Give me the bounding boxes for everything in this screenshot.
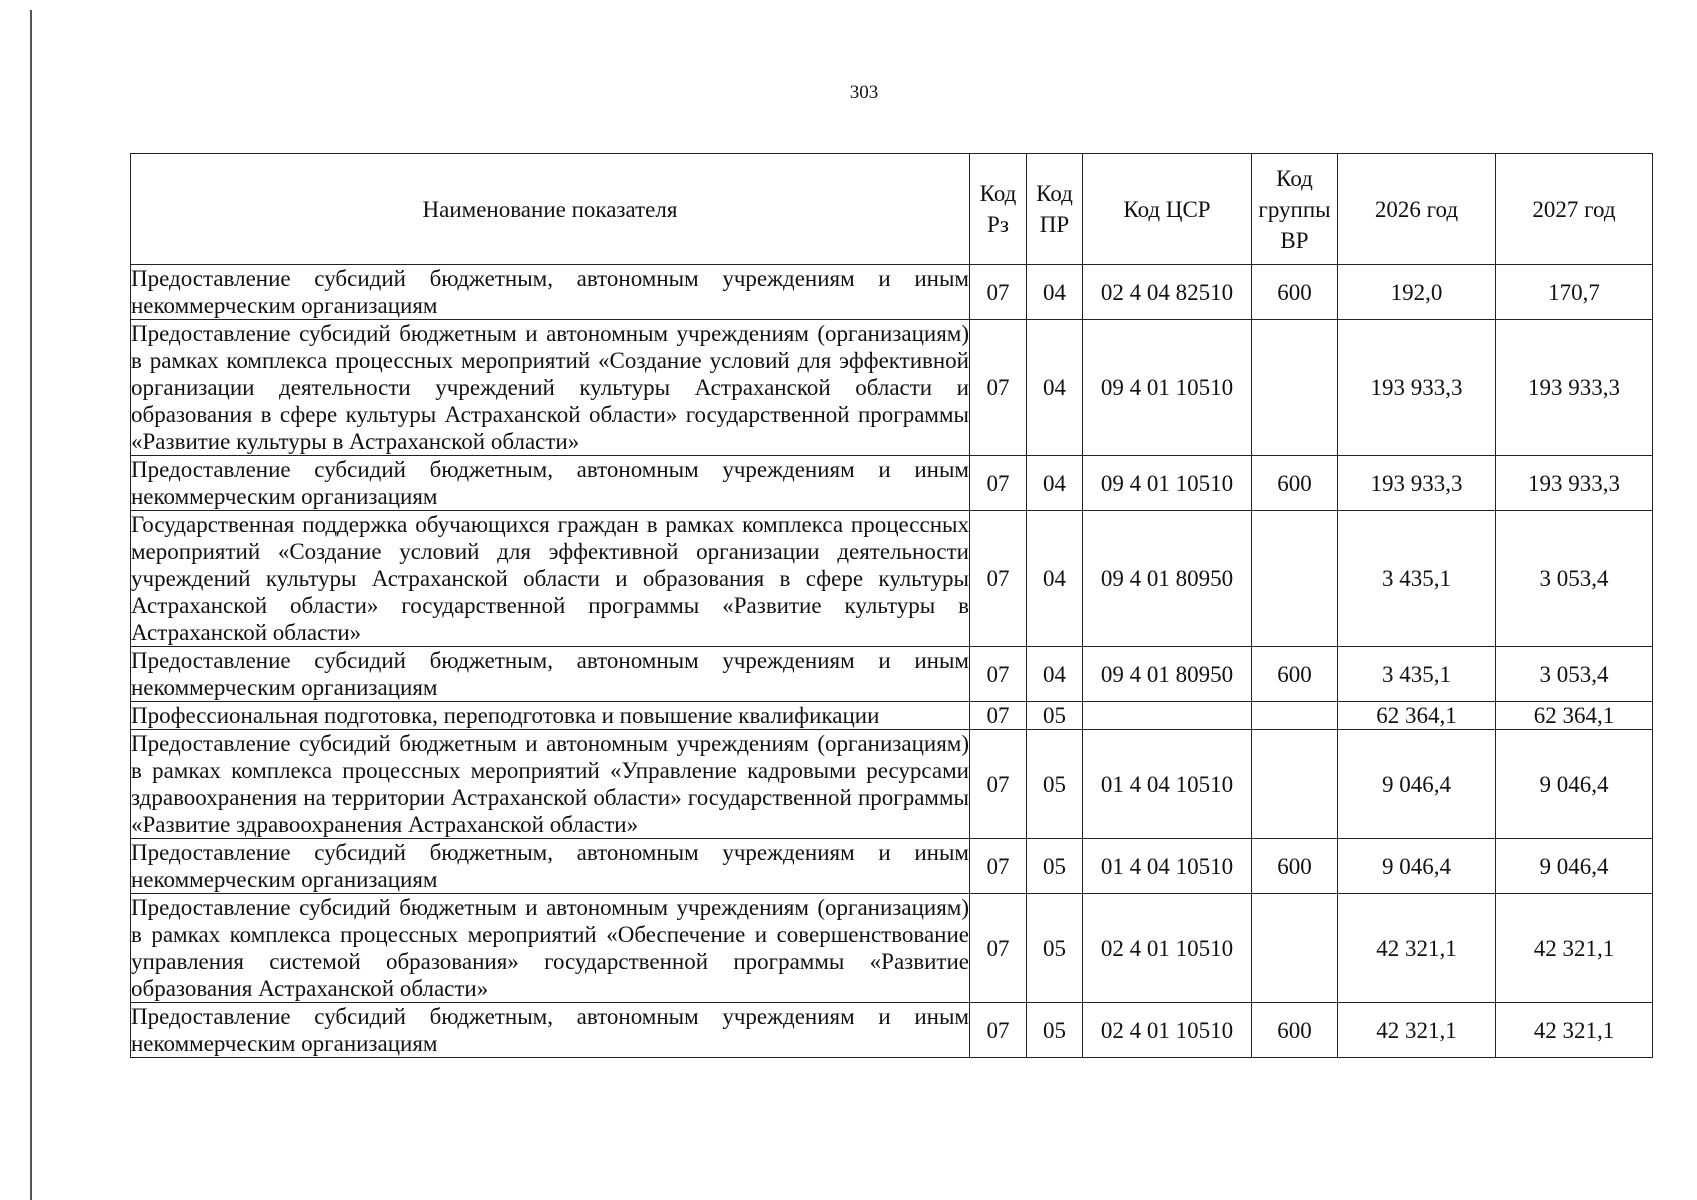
row-value-2026: 9 046,4 [1338,730,1496,839]
row-pr-code: 05 [1027,839,1083,894]
table-row [131,839,1653,894]
header-csr-code: Код ЦСР [1083,154,1252,265]
header-vr-line3: ВР [1280,227,1309,253]
table-row [131,265,1653,320]
header-rz-code [970,154,1027,265]
row-pr-code: 05 [1027,702,1083,730]
row-value-2026: 42 321,1 [1338,894,1496,1003]
row-indicator-name: Предоставление субсидий бюджетным, автономным учреждениям и иным некоммерческим организациям [131,648,969,700]
row-rz-code: 07 [970,730,1027,839]
row-csr-code: 09 4 01 10510 [1083,320,1252,456]
row-csr-code: 01 4 04 10510 [1083,839,1252,894]
row-value-2027: 62 364,1 [1496,702,1653,730]
table-row [131,647,1653,702]
row-rz-code: 07 [970,320,1027,456]
row-pr-code: 05 [1027,730,1083,839]
row-pr-code: 04 [1027,511,1083,647]
header-indicator-name: Наименование показателя [131,154,970,265]
table-row [131,702,1653,730]
row-indicator-name: Профессиональная подготовка, переподготовка и повышение квалификации [131,702,970,730]
header-pr-line2: ПР [1039,212,1070,237]
row-pr-code: 04 [1027,456,1083,511]
row-pr-code: 04 [1027,647,1083,702]
row-vr-code: 600 [1252,456,1338,511]
row-rz-code: 07 [970,647,1027,702]
row-value-2027: 9 046,4 [1496,730,1653,839]
row-vr-code: 600 [1252,839,1338,894]
row-value-2027: 3 053,4 [1496,511,1653,647]
row-indicator-name: Предоставление субсидий бюджетным, автономным учреждениям и иным некоммерческим организациям [131,840,969,892]
row-vr-code [1252,320,1338,456]
table-row [131,456,1653,511]
binding-margin-line [30,10,32,1200]
budget-table [130,153,1653,1058]
row-value-2026: 62 364,1 [1338,702,1496,730]
row-indicator-name: Предоставление субсидий бюджетным и автономным учреждениям (организациям) в рамках комплекса процессных мероприятий «Создание условий для эффективной организации деятельности учреждений культуры Астраханской области и образования в сфере культуры Астраханской области» государственной программы «Развитие культуры в Астраханской области» [131,321,969,454]
row-indicator-name: Государственная поддержка обучающихся граждан в рамках комплекса процессных мероприятий «Создание условий для эффективной организации деятельности учреждений культуры Астраханской области и образования в сфере культуры Астраханской области» государственной программы «Развитие культуры в Астраханской области» [131,512,969,645]
header-year-2026: 2026 год [1338,154,1496,265]
row-value-2027: 42 321,1 [1496,1003,1653,1058]
row-csr-code: 02 4 01 10510 [1083,1003,1252,1058]
row-pr-code: 05 [1027,894,1083,1003]
table-row [131,1003,1653,1058]
row-value-2027: 193 933,3 [1496,320,1653,456]
header-rz-line1: Код [979,181,1017,206]
row-value-2026: 193 933,3 [1338,320,1496,456]
row-value-2027: 193 933,3 [1496,456,1653,511]
row-indicator-name: Предоставление субсидий бюджетным и автономным учреждениям (организациям) в рамках комплекса процессных мероприятий «Обеспечение и совершенствование управления системой образования» государственной программы «Развитие образования Астраханской области» [131,895,969,1001]
row-csr-code [1083,702,1252,730]
row-rz-code: 07 [970,839,1027,894]
row-rz-code: 07 [970,894,1027,1003]
row-value-2026: 42 321,1 [1338,1003,1496,1058]
row-pr-code: 05 [1027,1003,1083,1058]
row-vr-code: 600 [1252,647,1338,702]
table-row [131,894,1653,1003]
row-vr-code [1252,511,1338,647]
header-year-2027: 2027 год [1496,154,1653,265]
row-value-2027: 42 321,1 [1496,894,1653,1003]
row-vr-code: 600 [1252,1003,1338,1058]
row-pr-code: 04 [1027,265,1083,320]
row-value-2026: 192,0 [1338,265,1496,320]
row-value-2026: 193 933,3 [1338,456,1496,511]
table-row [131,320,1653,456]
row-indicator-name: Предоставление субсидий бюджетным, автономным учреждениям и иным некоммерческим организациям [131,266,969,318]
row-rz-code: 07 [970,702,1027,730]
header-pr-code [1027,154,1083,265]
row-vr-code [1252,702,1338,730]
row-vr-code [1252,894,1338,1003]
row-indicator-name: Предоставление субсидий бюджетным, автономным учреждениям и иным некоммерческим организациям [131,457,969,509]
table-header-row [131,154,1653,265]
header-pr-line1: Код [1036,181,1073,206]
row-csr-code: 02 4 04 82510 [1083,265,1252,320]
row-value-2026: 9 046,4 [1338,839,1496,894]
row-value-2027: 170,7 [1496,265,1653,320]
table-row [131,730,1653,839]
row-value-2026: 3 435,1 [1338,647,1496,702]
row-value-2027: 3 053,4 [1496,647,1653,702]
header-rz-line2: Рз [987,212,1009,237]
row-rz-code: 07 [970,511,1027,647]
row-indicator-name: Предоставление субсидий бюджетным, автономным учреждениям и иным некоммерческим организациям [131,1004,969,1056]
header-vr-line2: группы [1258,196,1331,222]
row-csr-code: 09 4 01 80950 [1083,511,1252,647]
row-vr-code [1252,730,1338,839]
header-vr-line1: Код [1276,165,1313,191]
row-vr-code: 600 [1252,265,1338,320]
row-csr-code: 09 4 01 10510 [1083,456,1252,511]
row-csr-code: 01 4 04 10510 [1083,730,1252,839]
row-csr-code: 09 4 01 80950 [1083,647,1252,702]
row-rz-code: 07 [970,456,1027,511]
row-value-2026: 3 435,1 [1338,511,1496,647]
row-rz-code: 07 [970,265,1027,320]
row-indicator-name: Предоставление субсидий бюджетным и автономным учреждениям (организациям) в рамках комплекса процессных мероприятий «Управление кадровыми ресурсами здравоохранения на территории Астраханской области» государственной программы «Развитие здравоохранения Астраханской области» [131,731,969,837]
header-vr-group-code [1252,154,1338,265]
row-rz-code: 07 [970,1003,1027,1058]
page-number: 303 [849,82,879,103]
row-pr-code: 04 [1027,320,1083,456]
table-row [131,511,1653,647]
row-value-2027: 9 046,4 [1496,839,1653,894]
row-csr-code: 02 4 01 10510 [1083,894,1252,1003]
